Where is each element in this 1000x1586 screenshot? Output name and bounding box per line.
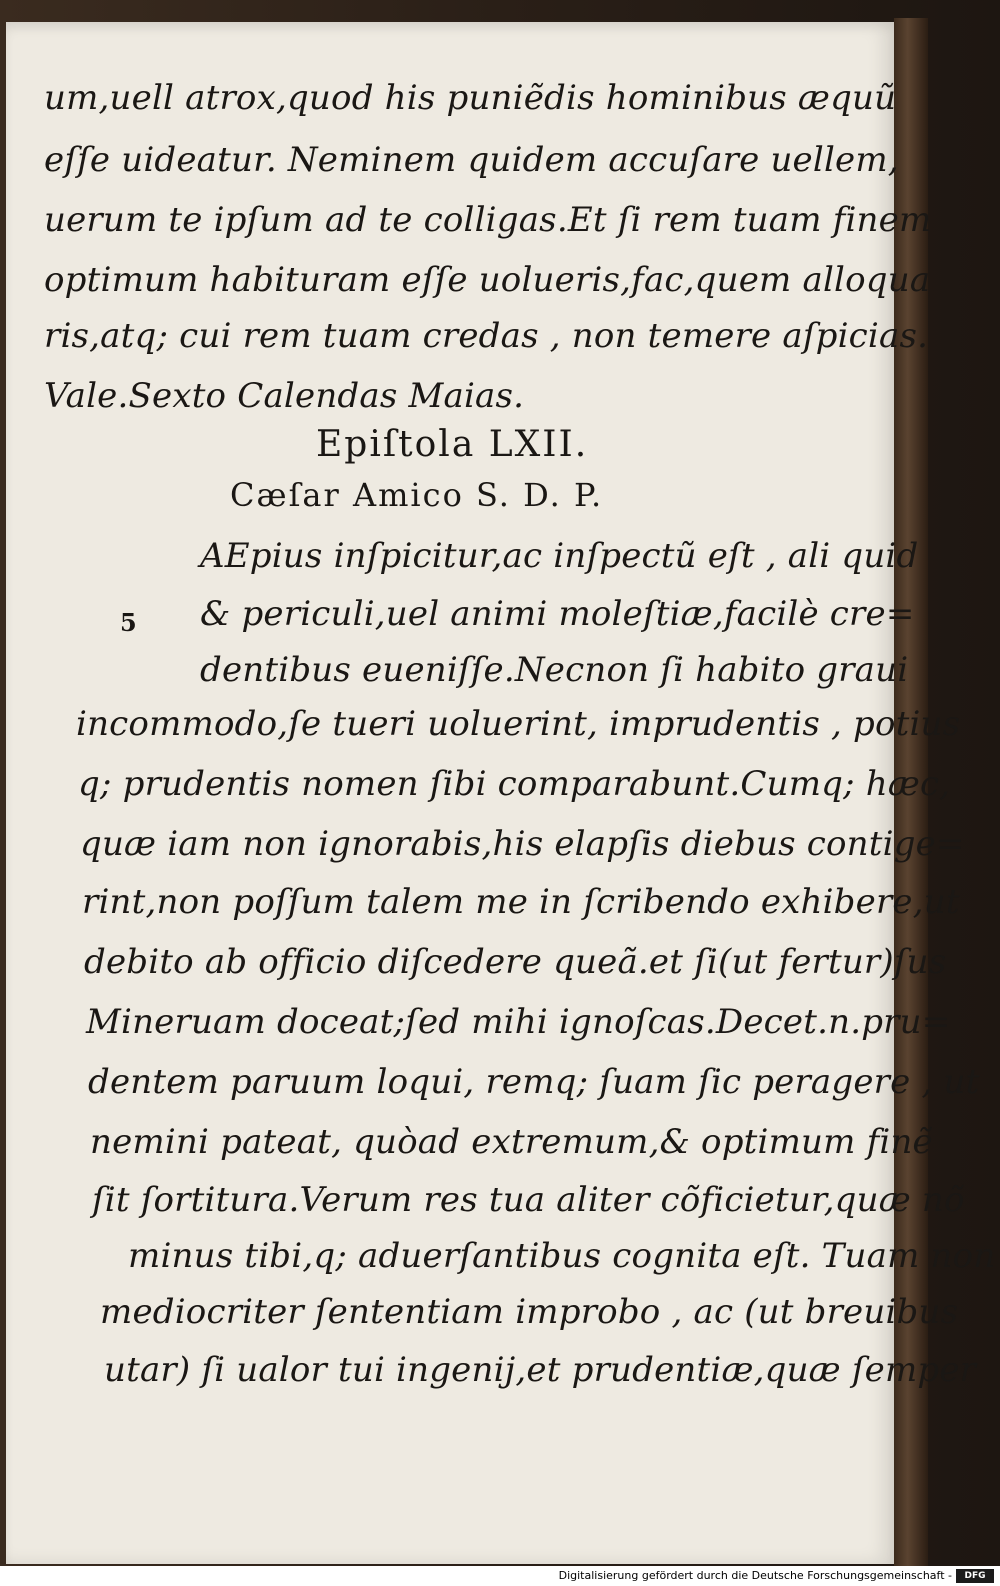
text-line: q; prudentis nomen ſibi comparabunt.Cumq; hæc, — [78, 764, 951, 804]
text-line: nemini pateat, quòad extremum,& optimum finẽ — [90, 1122, 933, 1162]
text-line: dentibus eueniſſe.Necnon ſi habito graui — [200, 650, 909, 690]
text-line: incommodo,ſe tueri uoluerint, imprudentis , potius — [76, 704, 961, 744]
dfg-logo: DFG — [956, 1569, 994, 1583]
text-line: ris,atq; cui rem tuam credas , non temere aſpicias. — [44, 316, 929, 356]
text-line: mediocriter ſententiam improbo , ac (ut breuibus — [100, 1292, 959, 1332]
text-line: optimum habituram eſſe uolueris,fac,quem alloqua — [44, 260, 931, 300]
text-line: um,uell atrox,quod his puniẽdis hominibus æquũ — [44, 78, 897, 118]
margin-line-number: 5 — [120, 608, 137, 637]
text-line: eſſe uideatur. Neminem quidem accuſare uellem, — [44, 140, 899, 180]
funding-credit: Digitalisierung gefördert durch die Deutsche Forschungsgemeinschaft - — [558, 1569, 952, 1582]
text-line: & periculi,uel animi moleſtiæ,facilè cre= — [200, 594, 915, 634]
text-line: AEpius inſpicitur,ac inſpectũ eſt , ali quid — [200, 536, 919, 576]
text-line: ſit ſortitura.Verum res tua aliter cõficietur,quæ nõ — [92, 1180, 965, 1220]
text-line: rint,non poſſum talem me in ſcribendo exhibere,ut — [82, 882, 960, 922]
text-line: quæ iam non ignorabis,his elapſis diebus contige= — [80, 824, 965, 864]
text-line: uerum te ipſum ad te colligas.Et ſi rem tuam finem — [44, 200, 932, 240]
footer-bar — [0, 1566, 1000, 1586]
text-line: Mineruam doceat;ſed mihi ignoſcas.Decet.n.pru= — [86, 1002, 951, 1042]
text-line: debito ab officio diſcedere queã.et ſi(ut fertur)ſus — [84, 942, 947, 982]
text-line: minus tibi,q; aduerſantibus cognita eſt. Tuam non — [128, 1236, 996, 1276]
epistola-heading: Epiſtola LXII. — [316, 424, 589, 465]
text-line: dentem paruum loqui, remq; ſuam ſic peragere , ut — [88, 1062, 980, 1102]
text-line: Vale.Sexto Calendas Maias. — [44, 376, 525, 416]
text-line: utar) ſi ualor tui ingenij,et prudentiæ,quæ ſemper — [104, 1350, 977, 1390]
salutation: Cæſar Amico S. D. P. — [230, 476, 604, 514]
